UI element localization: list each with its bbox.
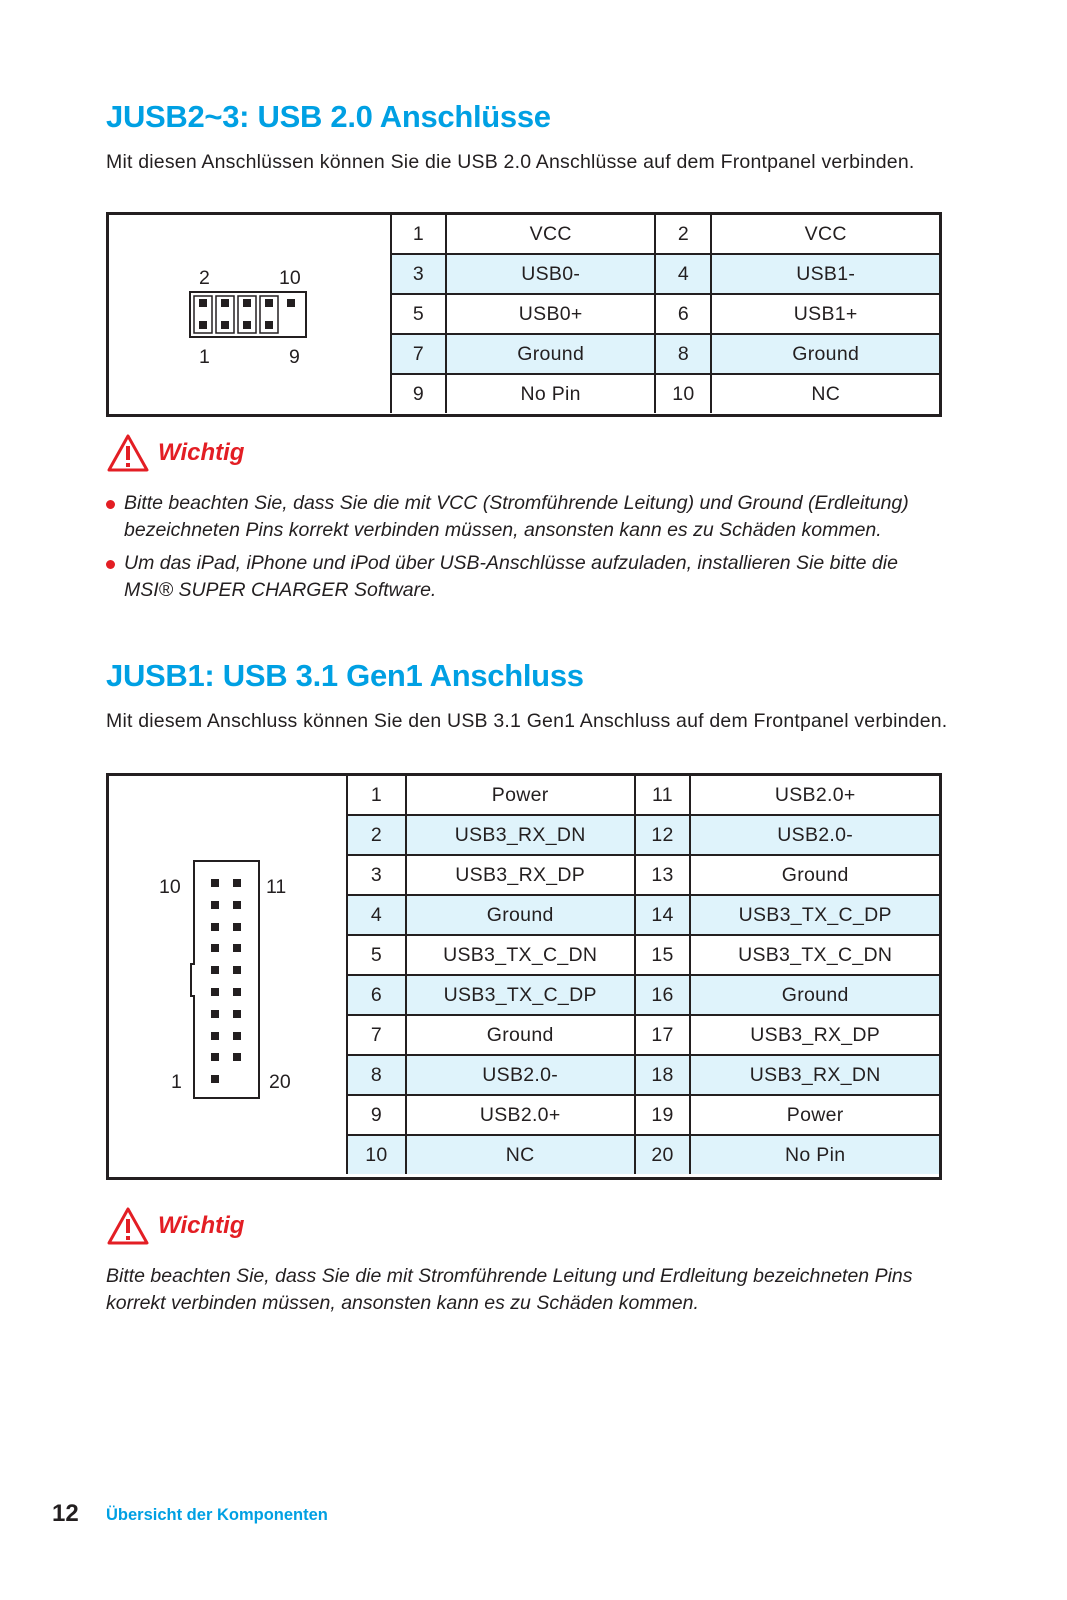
pin-signal: Ground [406, 895, 635, 935]
pin-number: 10 [655, 374, 711, 413]
table-row [347, 815, 939, 855]
bullet-icon [106, 560, 115, 569]
pin-number: 18 [635, 1055, 691, 1095]
warning-triangle-icon [106, 433, 150, 473]
pin-signal: Power [406, 776, 635, 815]
pin-number: 5 [347, 935, 406, 975]
pin-number: 13 [635, 855, 691, 895]
pin-signal: USB3_RX_DN [690, 1055, 939, 1095]
pin-label-bottom-left: 1 [199, 346, 210, 368]
pin-signal: USB3_TX_C_DN [690, 935, 939, 975]
warning-note-jusb1: Bitte beachten Sie, dass Sie die mit Stromführende Leitung und Erdleitung bezeichneten Pins korrekt verbinden müssen, ansonsten kann es zu Schäden kommen. [106, 1265, 913, 1314]
table-row [391, 374, 939, 413]
table-row [391, 254, 939, 294]
pin-number: 4 [655, 254, 711, 294]
pin-label-bottom-left: 1 [171, 1071, 182, 1093]
pin-signal: No Pin [446, 374, 656, 413]
pinout-table-jusb2-3 [390, 215, 939, 413]
table-row [347, 935, 939, 975]
table-row [347, 1135, 939, 1174]
pin-number: 8 [347, 1055, 406, 1095]
pin-signal: USB3_RX_DP [690, 1015, 939, 1055]
table-row [347, 975, 939, 1015]
pin-number: 6 [655, 294, 711, 334]
bullet-icon [106, 500, 115, 509]
pin-signal: USB1+ [711, 294, 939, 334]
table-row [347, 1015, 939, 1055]
warning-note-text: Bitte beachten Sie, dass Sie die mit VCC (Stromführende Leitung) und Ground (Erdleitung) bezeichneten Pins korrekt verbinden müssen, ansonsten kann es zu Schäden kommen. [124, 492, 909, 541]
table-row [347, 1055, 939, 1095]
list-item [106, 550, 946, 604]
list-item [106, 490, 946, 544]
table-row [347, 776, 939, 815]
pin-number: 20 [635, 1135, 691, 1174]
pin-number: 11 [635, 776, 691, 815]
table-row [347, 895, 939, 935]
pin-number: 2 [347, 815, 406, 855]
pin-number: 3 [347, 855, 406, 895]
pin-number: 1 [347, 776, 406, 815]
table-row [391, 294, 939, 334]
usb3-header-icon [109, 776, 349, 1177]
pin-signal: USB0- [446, 254, 656, 294]
pin-number: 17 [635, 1015, 691, 1055]
pinout-table-jusb1 [346, 776, 939, 1174]
pin-signal: Ground [446, 334, 656, 374]
pin-signal: VCC [446, 215, 656, 254]
section-intro-jusb1: Mit diesem Anschluss können Sie den USB 3.1 Gen1 Anschluss auf dem Frontpanel verbinden. [106, 710, 948, 732]
pin-number: 19 [635, 1095, 691, 1135]
pin-label-top-right: 10 [279, 267, 301, 289]
pin-signal: USB3_TX_C_DP [406, 975, 635, 1015]
table-row [391, 334, 939, 374]
table-row [347, 855, 939, 895]
pin-signal: USB1- [711, 254, 939, 294]
pinout-figure-jusb2-3 [106, 212, 942, 417]
pinout-figure-jusb1 [106, 773, 942, 1180]
pin-signal: NC [711, 374, 939, 413]
pin-signal: Ground [690, 855, 939, 895]
pin-label-bottom-right: 9 [289, 346, 300, 368]
table-row [391, 215, 939, 254]
warning-triangle-icon [106, 1206, 150, 1246]
pin-signal: USB3_RX_DN [406, 815, 635, 855]
pin-number: 7 [347, 1015, 406, 1055]
warning-title: Wichtig [158, 1212, 245, 1239]
pin-number: 12 [635, 815, 691, 855]
pin-number: 6 [347, 975, 406, 1015]
pin-number: 14 [635, 895, 691, 935]
footer-section-title: Übersicht der Komponenten [106, 1506, 328, 1524]
pin-signal: USB3_RX_DP [406, 855, 635, 895]
pin-label-top-left: 10 [159, 876, 181, 898]
section-title-jusb1: JUSB1: USB 3.1 Gen1 Anschluss [106, 658, 584, 693]
pin-signal: USB3_TX_C_DP [690, 895, 939, 935]
pin-number: 9 [391, 374, 446, 413]
pin-number: 10 [347, 1135, 406, 1174]
pin-signal: Ground [711, 334, 939, 374]
pin-signal: Ground [690, 975, 939, 1015]
pin-number: 4 [347, 895, 406, 935]
page-number: 12 [52, 1500, 79, 1527]
section-title-jusb2-3: JUSB2~3: USB 2.0 Anschlüsse [106, 99, 551, 134]
connector-diagram-jusb1 [109, 776, 349, 1177]
pin-signal: Power [690, 1095, 939, 1135]
pin-label-top-right: 11 [266, 876, 287, 898]
table-row [347, 1095, 939, 1135]
warning-note-text: Um das iPad, iPhone und iPod über USB-Anschlüsse aufzuladen, installieren Sie bitte die MSI® SUPER CHARGER Software. [124, 552, 898, 601]
warning-box-jusb2-3 [106, 433, 406, 473]
pin-signal: USB2.0- [406, 1055, 635, 1095]
pin-number: 1 [391, 215, 446, 254]
usb2-header-icon [109, 215, 392, 414]
pin-number: 3 [391, 254, 446, 294]
pin-number: 9 [347, 1095, 406, 1135]
pin-number: 7 [391, 334, 446, 374]
pin-number: 2 [655, 215, 711, 254]
pin-label-top-left: 2 [199, 267, 210, 289]
pin-signal: VCC [711, 215, 939, 254]
warning-box-jusb1 [106, 1206, 406, 1246]
pin-signal: No Pin [690, 1135, 939, 1174]
pin-number: 16 [635, 975, 691, 1015]
pin-signal: USB3_TX_C_DN [406, 935, 635, 975]
pin-signal: Ground [406, 1015, 635, 1055]
pin-label-bottom-right: 20 [269, 1071, 291, 1093]
pin-signal: USB2.0+ [406, 1095, 635, 1135]
pin-signal: USB2.0- [690, 815, 939, 855]
pin-signal: NC [406, 1135, 635, 1174]
section-intro-jusb2-3: Mit diesen Anschlüssen können Sie die USB 2.0 Anschlüsse auf dem Frontpanel verbinden. [106, 151, 915, 173]
pin-number: 8 [655, 334, 711, 374]
pin-signal: USB0+ [446, 294, 656, 334]
connector-diagram-jusb2-3 [109, 215, 392, 414]
pin-number: 15 [635, 935, 691, 975]
pin-number: 5 [391, 294, 446, 334]
warning-title: Wichtig [158, 439, 245, 466]
warning-notes-jusb2-3 [106, 490, 946, 610]
pin-signal: USB2.0+ [690, 776, 939, 815]
